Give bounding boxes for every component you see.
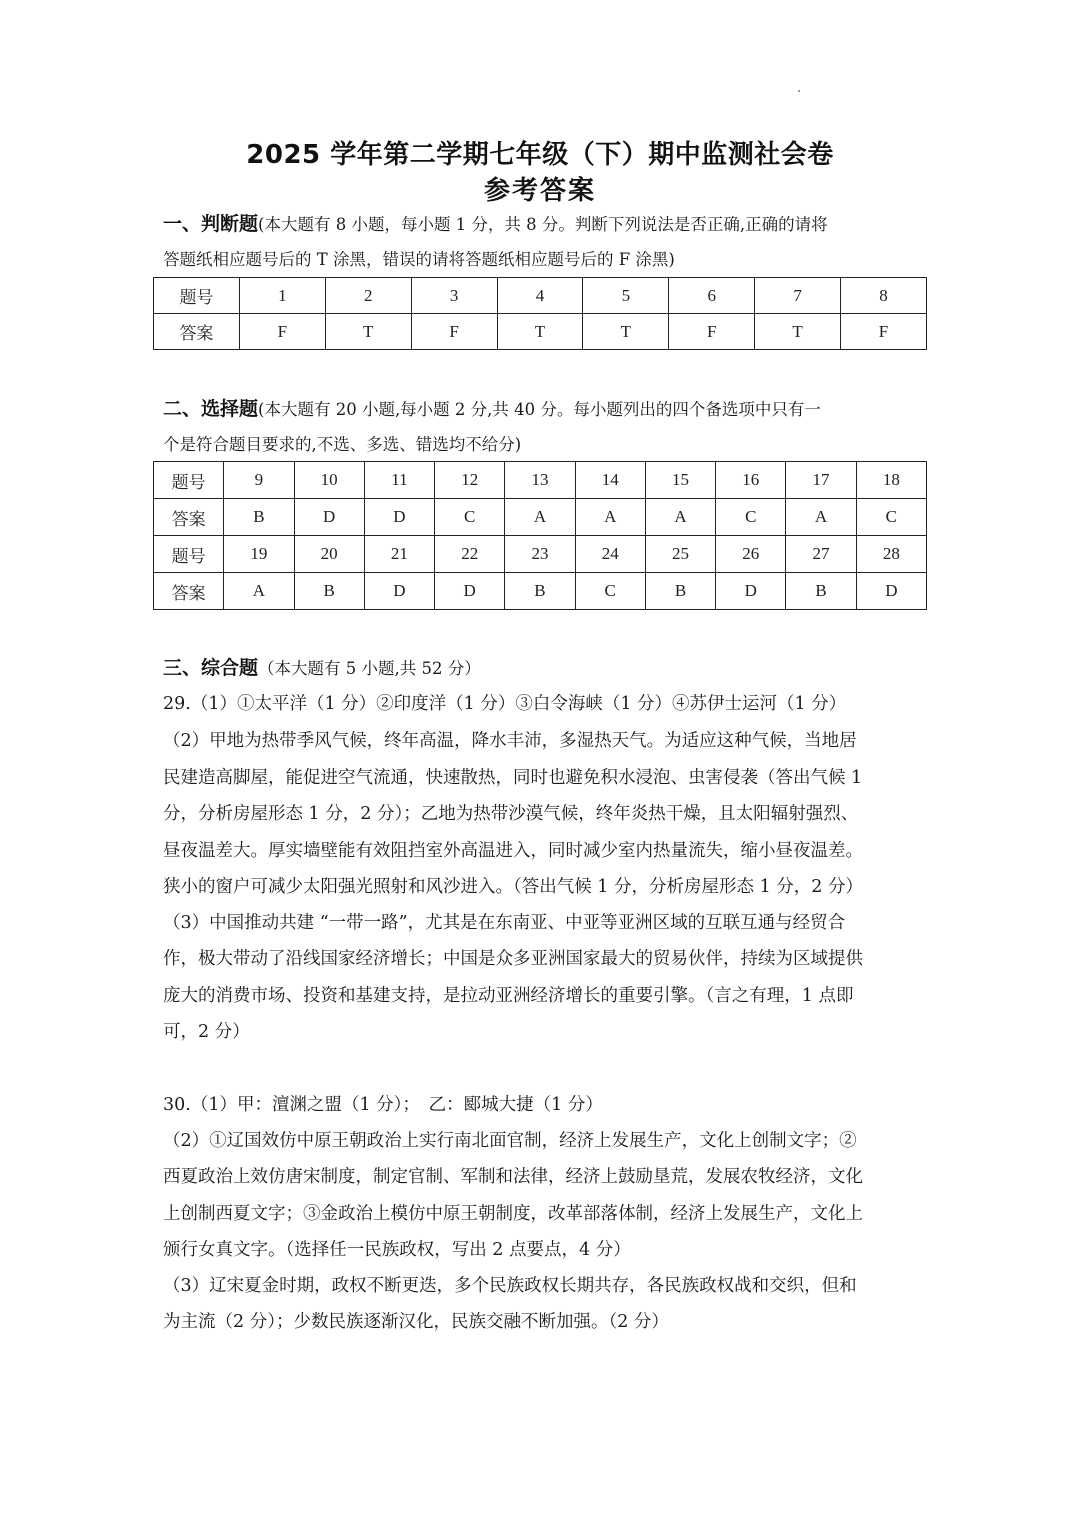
question-number: 9 [224, 462, 294, 499]
scan-speck [798, 90, 800, 92]
q29-line: 昼夜温差大。厚实墙壁能有效阻挡室外高温进入，同时减少室内热量流失，缩小昼夜温差。 [163, 841, 863, 861]
q29-line: 庞大的消费市场、投资和基建支持，是拉动亚洲经济增长的重要引擎。（言之有理，1 点即 [163, 986, 854, 1006]
question-number: 11 [364, 462, 434, 499]
q30-line: 上创制西夏文字；③金政治上模仿中原王朝制度，改革部落体制，经济上发展生产，文化上 [163, 1204, 863, 1224]
question-number: 7 [755, 278, 841, 314]
answer-cell: C [716, 499, 786, 536]
page-title: 2025 学年第二学期七年级（下）期中监测社会卷 [246, 140, 834, 170]
q30-line: 30.（1）甲：澶渊之盟（1 分）； 乙：郾城大捷（1 分） [163, 1095, 603, 1115]
section2-heading: 二、选择题 [163, 398, 259, 420]
answer-cell: T [755, 314, 841, 350]
answer-cell: D [294, 499, 364, 536]
row-label: 答案 [154, 314, 240, 350]
answer-cell: T [583, 314, 669, 350]
row-label: 答案 [154, 573, 224, 610]
section1-heading: 一、判断题 [163, 213, 259, 235]
question-number: 15 [645, 462, 715, 499]
question-number: 21 [364, 536, 434, 573]
question-number: 10 [294, 462, 364, 499]
question-number: 26 [716, 536, 786, 573]
answer-cell: B [224, 499, 294, 536]
q30-line: （3）辽宋夏金时期，政权不断更迭，多个民族政权长期共存，各民族政权战和交织，但和 [163, 1276, 857, 1296]
answer-cell: D [364, 499, 434, 536]
q29-line: 狭小的窗户可减少太阳强光照射和风沙进入。（答出气候 1 分，分析房屋形态 1 分，2 分） [163, 877, 863, 897]
question-number: 17 [786, 462, 856, 499]
page-subtitle: 参考答案 [483, 176, 596, 206]
question-number: 20 [294, 536, 364, 573]
answer-cell: B [786, 573, 856, 610]
section2-note-line1: (本大题有 20 小题,每小题 2 分,共 40 分。每小题列出的四个备选项中只有一 [258, 400, 821, 419]
answer-cell: F [239, 314, 325, 350]
answer-cell: B [505, 573, 575, 610]
answer-cell: B [645, 573, 715, 610]
answer-cell: A [786, 499, 856, 536]
q29-line: 作，极大带动了沿线国家经济增长；中国是众多亚洲国家最大的贸易伙伴，持续为区域提供 [163, 949, 863, 969]
section2-header [163, 397, 923, 422]
question-number: 3 [411, 278, 497, 314]
table-row [154, 314, 927, 350]
answer-cell: C [435, 499, 505, 536]
section2-answer-table [153, 461, 927, 610]
question-number: 14 [575, 462, 645, 499]
answer-cell: A [575, 499, 645, 536]
section1-note-line1: (本大题有 8 小题，每小题 1 分，共 8 分。判断下列说法是否正确,正确的请将 [258, 215, 828, 234]
q30-line: 颁行女真文字。（选择任一民族政权，写出 2 点要点，4 分） [163, 1240, 631, 1260]
table-row [154, 278, 927, 314]
row-label: 题号 [154, 278, 240, 314]
answer-cell: D [364, 573, 434, 610]
answer-cell: T [497, 314, 583, 350]
question-number: 19 [224, 536, 294, 573]
question-number: 25 [645, 536, 715, 573]
question-number: 28 [856, 536, 926, 573]
section1-note-line2: 答题纸相应题号后的 T 涂黑，错误的请将答题纸相应题号后的 F 涂黑) [163, 250, 675, 269]
section1-header [163, 212, 923, 237]
question-number: 23 [505, 536, 575, 573]
question-number: 22 [435, 536, 505, 573]
answer-cell: A [505, 499, 575, 536]
table-row [154, 536, 927, 573]
answer-cell: C [856, 499, 926, 536]
question-number: 2 [325, 278, 411, 314]
section3-note: （本大题有 5 小题,共 52 分） [258, 659, 481, 678]
q30-line: （2）①辽国效仿中原王朝政治上实行南北面官制，经济上发展生产，文化上创制文字；② [163, 1131, 857, 1151]
q29-line: 29.（1）①太平洋（1 分）②印度洋（1 分）③白令海峡（1 分）④苏伊士运河（1 分） [163, 694, 847, 714]
answer-cell: F [669, 314, 755, 350]
answer-cell: D [856, 573, 926, 610]
question-number: 13 [505, 462, 575, 499]
question-number: 24 [575, 536, 645, 573]
question-number: 1 [239, 278, 325, 314]
q30-line: 为主流（2 分）；少数民族逐渐汉化，民族交融不断加强。（2 分） [163, 1312, 669, 1332]
question-number: 4 [497, 278, 583, 314]
table-row [154, 573, 927, 610]
section2-note-line2: 个是符合题目要求的,不选、多选、错选均不给分) [163, 435, 522, 454]
row-label: 题号 [154, 536, 224, 573]
question-number: 16 [716, 462, 786, 499]
question-number: 8 [841, 278, 927, 314]
answer-cell: D [435, 573, 505, 610]
section3-heading: 三、综合题 [163, 657, 259, 679]
q29-line: （3）中国推动共建 “一带一路”，尤其是在东南亚、中亚等亚洲区域的互联互通与经贸合 [163, 913, 846, 933]
answer-cell: C [575, 573, 645, 610]
answer-cell: A [224, 573, 294, 610]
question-number: 6 [669, 278, 755, 314]
question-number: 18 [856, 462, 926, 499]
q29-line: 民建造高脚屋，能促进空气流通，快速散热，同时也避免积水浸泡、虫害侵袭（答出气候 1 [163, 768, 863, 788]
answer-cell: F [411, 314, 497, 350]
answer-cell: T [325, 314, 411, 350]
answer-cell: B [294, 573, 364, 610]
question-number: 27 [786, 536, 856, 573]
row-label: 题号 [154, 462, 224, 499]
section3-header [163, 656, 923, 681]
answer-cell: D [716, 573, 786, 610]
answer-cell: A [645, 499, 715, 536]
answer-cell: F [841, 314, 927, 350]
question-number: 12 [435, 462, 505, 499]
q29-line: 分，分析房屋形态 1 分，2 分）；乙地为热带沙漠气候，终年炎热干燥，且太阳辐射强烈、 [163, 804, 859, 824]
table-row [154, 499, 927, 536]
q29-line: （2）甲地为热带季风气候，终年高温，降水丰沛，多湿热天气。为适应这种气候，当地居 [163, 731, 857, 751]
section1-answer-table [153, 277, 927, 350]
q29-line: 可，2 分） [163, 1022, 250, 1042]
row-label: 答案 [154, 499, 224, 536]
table-row [154, 462, 927, 499]
q30-line: 西夏政治上效仿唐宋制度，制定官制、军制和法律，经济上鼓励垦荒，发展农牧经济，文化 [163, 1167, 863, 1187]
question-number: 5 [583, 278, 669, 314]
